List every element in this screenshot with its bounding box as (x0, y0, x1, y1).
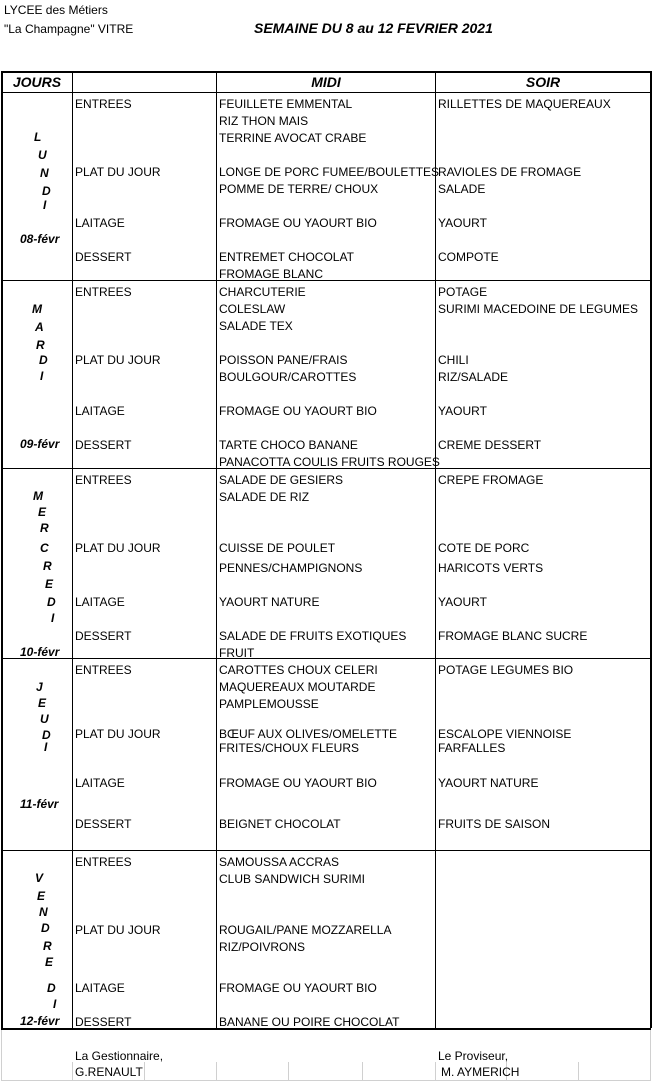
day-letter: D (42, 184, 51, 198)
category-label: ENTREES (75, 663, 132, 677)
day-letter: J (36, 680, 43, 694)
category-label: PLAT DU JOUR (75, 165, 161, 179)
column-border (1, 71, 3, 1028)
soir-dish: YAOURT (438, 216, 487, 230)
midi-dish: FRITES/CHOUX FLEURS (219, 741, 360, 755)
soir-dish: COTE DE PORC (438, 541, 530, 555)
soir-dish: CREME DESSERT (438, 438, 542, 452)
soir-dish: RIZ/SALADE (438, 370, 509, 384)
day-letter: E (38, 505, 47, 519)
day-letter: R (43, 939, 52, 953)
soir-dish: YAOURT NATURE (438, 776, 539, 790)
school-subtitle: "La Champagne" VITRE (4, 22, 134, 36)
footer-gridline (1, 1030, 2, 1081)
day-letter: D (39, 353, 48, 367)
day-date: 10-févr (20, 645, 60, 659)
midi-dish: MAQUEREAUX MOUTARDE (219, 680, 376, 694)
midi-dish: FROMAGE OU YAOURT BIO (219, 981, 377, 995)
midi-dish: FROMAGE OU YAOURT BIO (219, 404, 377, 418)
midi-dish: BOULGOUR/CAROTTES (219, 370, 357, 384)
day-letter: N (39, 905, 48, 919)
category-label: LAITAGE (75, 776, 125, 790)
soir-dish: RILLETTES DE MAQUEREAUX (438, 97, 611, 111)
midi-dish: LONGE DE PORC FUMEE/BOULETTES (219, 165, 440, 179)
midi-dish: FRUIT (219, 646, 255, 660)
category-label: LAITAGE (75, 216, 125, 230)
day-date: 09-févr (20, 437, 60, 451)
soir-dish: CREPE FROMAGE (438, 473, 544, 487)
midi-dish: COLESLAW (219, 302, 286, 316)
day-letter: I (51, 611, 55, 625)
midi-dish: PANACOTTA COULIS FRUITS ROUGES (219, 455, 440, 469)
day-letter: M (33, 489, 43, 503)
day-letter: I (40, 369, 44, 383)
soir-dish: CHILI (438, 353, 469, 367)
category-label: DESSERT (75, 438, 132, 452)
footer-gridline (72, 1062, 73, 1080)
day-separator (1, 280, 651, 281)
category-label: DESSERT (75, 629, 132, 643)
category-label: ENTREES (75, 855, 132, 869)
gestionnaire-name: G.RENAULT (75, 1065, 143, 1079)
proviseur-name: M. AYMERICH (441, 1065, 520, 1079)
soir-dish: FRUITS DE SAISON (438, 817, 551, 831)
day-letter: N (40, 166, 49, 180)
footer-gridline (578, 1062, 579, 1080)
soir-dish: FROMAGE BLANC SUCRE (438, 629, 588, 643)
day-letter: E (45, 955, 54, 969)
soir-dish: YAOURT (438, 404, 487, 418)
column-border (435, 71, 436, 1028)
category-label: LAITAGE (75, 404, 125, 418)
day-letter: I (53, 997, 57, 1011)
category-label: DESSERT (75, 817, 132, 831)
midi-dish: PAMPLEMOUSSE (219, 697, 319, 711)
day-letter: L (34, 130, 42, 144)
header-bottom-border (1, 92, 651, 93)
midi-dish: FROMAGE OU YAOURT BIO (219, 216, 377, 230)
footer-gridline (144, 1062, 145, 1080)
day-separator (1, 850, 651, 851)
midi-dish: TERRINE AVOCAT CRABE (219, 131, 367, 145)
table-top-border (1, 71, 651, 73)
day-separator (1, 658, 651, 659)
day-letter: D (42, 728, 51, 742)
day-letter: D (47, 981, 56, 995)
day-letter: U (40, 712, 49, 726)
midi-dish: CHARCUTERIE (219, 285, 306, 299)
midi-dish: PENNES/CHAMPIGNONS (219, 561, 363, 575)
column-header-midi: MIDI (311, 74, 341, 90)
midi-dish: BANANE OU POIRE CHOCOLAT (219, 1015, 400, 1029)
day-date: 11-févr (20, 797, 59, 811)
day-letter: U (38, 148, 47, 162)
midi-dish: SALADE TEX (219, 319, 293, 333)
midi-dish: SALADE DE GESIERS (219, 473, 344, 487)
day-letter: I (44, 740, 48, 754)
category-label: ENTREES (75, 285, 132, 299)
midi-dish: YAOURT NATURE (219, 595, 320, 609)
category-label: PLAT DU JOUR (75, 353, 161, 367)
category-label: PLAT DU JOUR (75, 923, 161, 937)
day-letter: E (38, 696, 47, 710)
day-letter: A (35, 320, 44, 334)
column-border (72, 71, 73, 1028)
soir-dish: POTAGE LEGUMES BIO (438, 663, 574, 677)
day-date: 12-févr (20, 1014, 60, 1028)
column-header-soir: SOIR (525, 74, 561, 90)
day-letter: D (47, 595, 56, 609)
day-letter: M (32, 302, 42, 316)
soir-dish: SURIMI MACEDOINE DE LEGUMES (438, 302, 639, 316)
day-date: 08-févr (20, 232, 60, 246)
midi-dish: BŒUF AUX OLIVES/OMELETTE (219, 727, 398, 741)
midi-dish: SALADE DE RIZ (219, 490, 310, 504)
soir-dish: RAVIOLES DE FROMAGE (438, 165, 582, 179)
soir-dish: FARFALLES (438, 741, 506, 755)
day-letter: R (36, 338, 45, 352)
midi-dish: RIZ/POIVRONS (219, 940, 306, 954)
midi-dish: POMME DE TERRE/ CHOUX (219, 182, 379, 196)
midi-dish: FROMAGE BLANC (219, 267, 324, 281)
category-label: PLAT DU JOUR (75, 727, 161, 741)
soir-dish: ESCALOPE VIENNOISE (438, 727, 572, 741)
midi-dish: ROUGAIL/PANE MOZZARELLA (219, 923, 392, 937)
day-letter: R (40, 521, 49, 535)
soir-dish: COMPOTE (438, 250, 499, 264)
school-name: LYCEE des Métiers (4, 3, 108, 17)
category-label: ENTREES (75, 473, 132, 487)
footer-gridline (650, 1030, 651, 1081)
day-letter: V (35, 871, 44, 885)
category-label: DESSERT (75, 250, 132, 264)
category-label: LAITAGE (75, 595, 125, 609)
week-title: SEMAINE DU 8 au 12 FEVRIER 2021 (254, 20, 493, 36)
day-letter: D (41, 921, 50, 935)
midi-dish: CAROTTES CHOUX CELERI (219, 663, 378, 677)
day-letter: E (45, 577, 54, 591)
column-border (216, 71, 217, 1028)
day-letter: R (43, 559, 52, 573)
category-label: PLAT DU JOUR (75, 541, 161, 555)
column-header-jours: JOURS (12, 74, 62, 90)
soir-dish: POTAGE (438, 285, 488, 299)
soir-dish: SALADE (438, 182, 486, 196)
midi-dish: SAMOUSSA ACCRAS (219, 855, 340, 869)
midi-dish: RIZ THON MAIS (219, 114, 309, 128)
midi-dish: CUISSE DE POULET (219, 541, 336, 555)
day-letter: C (40, 541, 49, 555)
midi-dish: FROMAGE OU YAOURT BIO (219, 776, 377, 790)
day-letter: E (37, 889, 46, 903)
soir-dish: HARICOTS VERTS (438, 561, 544, 575)
midi-dish: FEUILLETE EMMENTAL (219, 97, 353, 111)
footer-gridline (435, 1062, 436, 1080)
midi-dish: ENTREMET CHOCOLAT (219, 250, 354, 264)
midi-dish: BEIGNET CHOCOLAT (219, 817, 341, 831)
category-label: LAITAGE (75, 981, 125, 995)
footer-gridline (362, 1062, 363, 1080)
footer-gridline (216, 1062, 217, 1080)
category-label: DESSERT (75, 1015, 132, 1029)
gestionnaire-role: La Gestionnaire, (75, 1049, 164, 1063)
midi-dish: CLUB SANDWICH SURIMI (219, 872, 366, 886)
proviseur-role: Le Proviseur, (438, 1049, 509, 1063)
soir-dish: YAOURT (438, 595, 487, 609)
midi-dish: SALADE DE FRUITS EXOTIQUES (219, 629, 407, 643)
midi-dish: POISSON PANE/FRAIS (219, 353, 348, 367)
midi-dish: TARTE CHOCO BANANE (219, 438, 358, 452)
day-letter: I (43, 198, 47, 212)
footer-gridline (288, 1062, 289, 1080)
category-label: ENTREES (75, 97, 132, 111)
